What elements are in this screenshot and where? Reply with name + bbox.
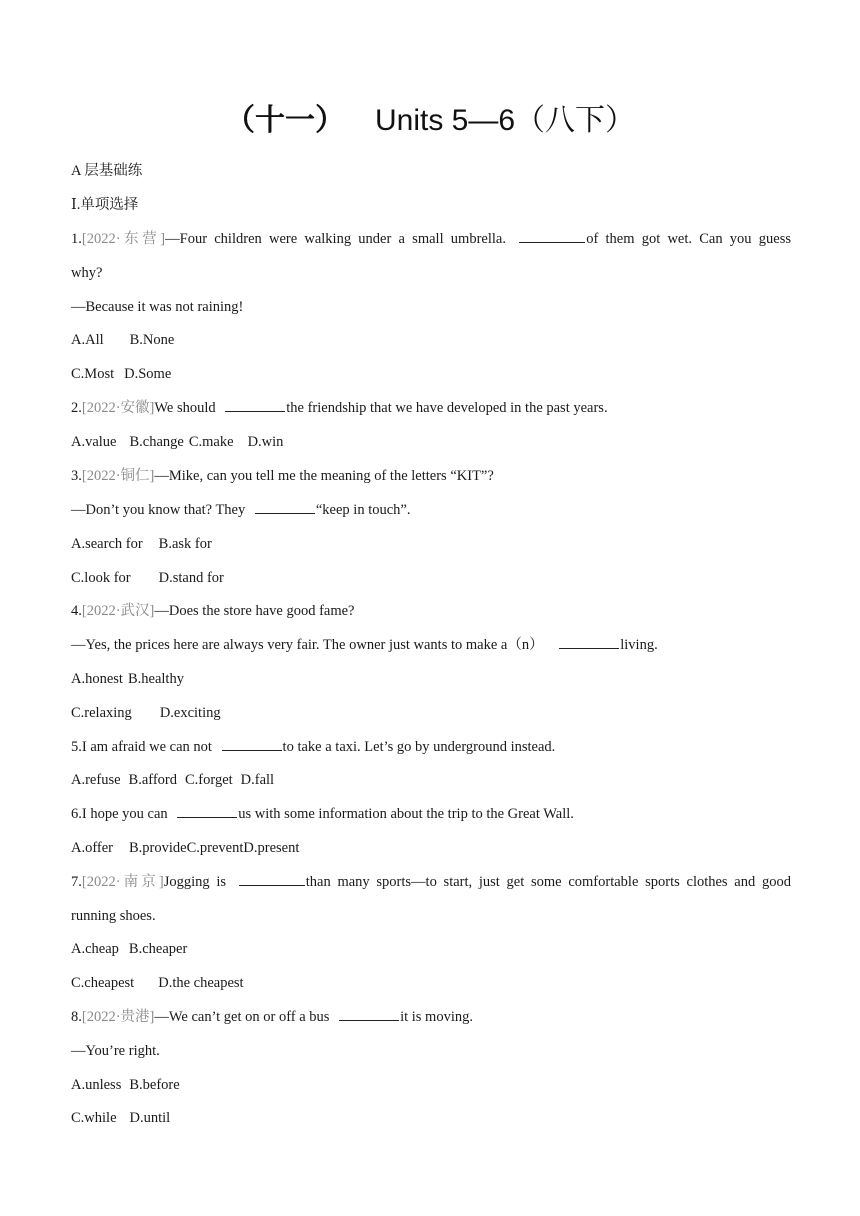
option-c: C.look for: [71, 570, 131, 586]
option-b: B.afford: [128, 772, 177, 788]
option-d: D.win: [247, 434, 284, 450]
option-c: C.Most: [71, 366, 115, 382]
question-source: [2022·南京]: [81, 874, 164, 890]
option-c: C.make: [188, 434, 234, 450]
option-d: D.present: [243, 840, 300, 856]
answer-blank: [255, 500, 315, 514]
question-8-reply: —You’re right.: [71, 1043, 160, 1059]
option-a: A.honest: [71, 671, 123, 687]
question-3-options-a-b: [71, 534, 791, 554]
option-a: A.offer: [71, 840, 114, 856]
option-b: B.provide: [129, 840, 187, 856]
option-b: B.change: [129, 434, 184, 450]
part-heading: Ⅰ.单项选择: [71, 197, 139, 213]
question-4-stem: 4.[2022·武汉]—Does the store have good fame?: [71, 603, 355, 619]
option-b: B.ask for: [158, 536, 212, 552]
option-c: C.forget: [185, 772, 233, 788]
option-a: A.value: [71, 434, 117, 450]
question-5-stem: 5.I am afraid we can not to take a taxi. Let’s go by underground instead.: [71, 739, 556, 755]
question-6-stem: 6.I hope you can us with some information about the trip to the Great Wall.: [71, 806, 574, 822]
page-title: [0, 101, 860, 141]
question-4-options-c-d: [71, 703, 791, 723]
option-d: D.exciting: [159, 705, 221, 721]
question-4-reply: —Yes, the prices here are always very fair. The owner just wants to make a（n） living.: [71, 637, 658, 653]
option-b: B.healthy: [127, 671, 184, 687]
question-3-stem: 3.[2022·铜仁]—Mike, can you tell me the meaning of the letters “KIT”?: [71, 468, 494, 484]
question-1-reply: —Because it was not raining!: [71, 299, 244, 315]
answer-blank: [239, 872, 305, 886]
option-c: C.relaxing: [71, 705, 132, 721]
question-source: [2022·安徽]: [81, 400, 155, 416]
option-d: D.the cheapest: [158, 975, 244, 991]
question-3-options-c-d: [71, 568, 791, 588]
question-source: [2022·东营]: [81, 231, 166, 247]
answer-blank: [339, 1007, 399, 1021]
question-5-options: [71, 770, 791, 790]
question-source: [2022·武汉]: [81, 603, 155, 619]
option-c: C.while: [71, 1110, 117, 1126]
option-d: D.until: [129, 1110, 171, 1126]
question-1-options-a-b: [71, 330, 791, 350]
question-4-options-a-b: [71, 669, 791, 689]
title-number: （十一）: [224, 104, 345, 137]
question-1-stem: 1.[2022·东营]—Four children were walking under a small umbrella. of them got wet. Can you guess: [71, 231, 791, 247]
question-7-stem: 7.[2022·南京]Jogging is than many sports—to start, just get some comfortable sports clothes and good: [71, 874, 791, 890]
option-a: A.refuse: [71, 772, 121, 788]
answer-blank: [559, 635, 619, 649]
option-a: A.All: [71, 332, 104, 348]
question-8-options-c-d: [71, 1108, 791, 1128]
question-source: [2022·贵港]: [81, 1009, 155, 1025]
answer-blank: [177, 804, 237, 818]
title-units: Units 5—6（八下）: [374, 104, 636, 137]
option-d: D.Some: [124, 366, 172, 382]
question-2-options: [71, 432, 791, 452]
answer-blank: [225, 398, 285, 412]
option-c: C.prevent: [186, 840, 244, 856]
section-heading: A 层基础练: [71, 163, 143, 179]
question-1-stem-cont: why?: [71, 265, 103, 281]
question-1-options-c-d: [71, 364, 791, 384]
answer-blank: [519, 229, 585, 243]
question-8-stem: 8.[2022·贵港]—We can’t get on or off a bus it is moving.: [71, 1009, 473, 1025]
question-2-stem: 2.[2022·安徽]We should the friendship that we have developed in the past years.: [71, 400, 608, 416]
option-b: B.cheaper: [128, 941, 188, 957]
option-d: D.fall: [240, 772, 275, 788]
option-b: B.before: [129, 1077, 180, 1093]
option-a: A.unless: [71, 1077, 122, 1093]
question-7-options-c-d: [71, 973, 791, 993]
question-6-options: [71, 838, 791, 858]
option-d: D.stand for: [158, 570, 224, 586]
option-c: C.cheapest: [71, 975, 135, 991]
question-source: [2022·铜仁]: [81, 468, 155, 484]
option-b: B.None: [129, 332, 175, 348]
question-8-options-a-b: [71, 1075, 791, 1095]
question-7-options-a-b: [71, 939, 791, 959]
answer-blank: [222, 737, 282, 751]
question-3-reply: —Don’t you know that? They “keep in touch”.: [71, 502, 411, 518]
option-a: A.cheap: [71, 941, 119, 957]
option-a: A.search for: [71, 536, 143, 552]
question-7-stem-cont: running shoes.: [71, 908, 156, 924]
